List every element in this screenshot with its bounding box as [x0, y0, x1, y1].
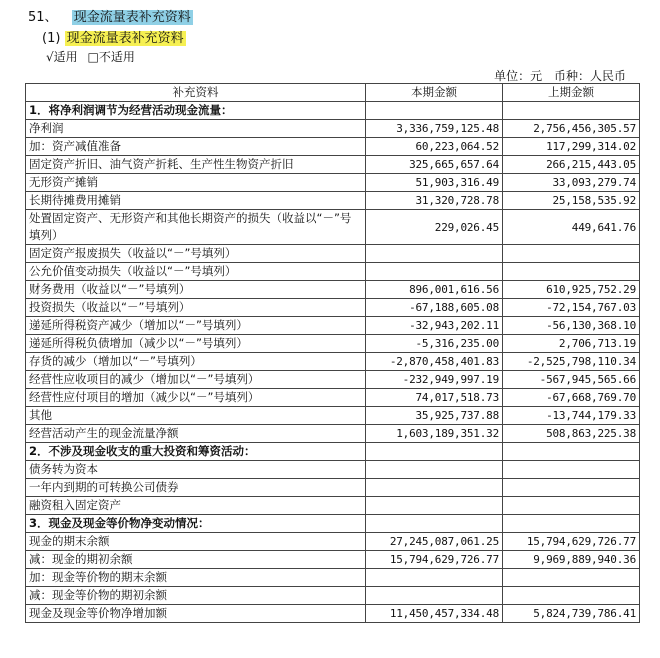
current-amount: 31,320,728.78	[366, 192, 503, 210]
section-row	[26, 102, 640, 120]
previous-amount: 2,706,713.19	[503, 335, 640, 353]
row-label: 2．不涉及现金收支的重大投资和筹资活动：	[26, 443, 366, 461]
table-row	[26, 317, 640, 335]
current-amount: 325,665,657.64	[366, 156, 503, 174]
previous-amount	[503, 497, 640, 515]
previous-amount: 508,863,225.38	[503, 425, 640, 443]
row-label: 经营活动产生的现金流量净额	[26, 425, 366, 443]
table-row	[26, 174, 640, 192]
previous-amount: -13,744,179.33	[503, 407, 640, 425]
previous-amount: 117,299,314.02	[503, 138, 640, 156]
row-label: 减：现金等价物的期初余额	[26, 587, 366, 605]
table-row	[26, 605, 640, 623]
unit-line	[486, 67, 626, 84]
table-row	[26, 263, 640, 281]
table-row	[26, 371, 640, 389]
table-row	[26, 497, 640, 515]
unit-label: 单位：元	[494, 69, 543, 83]
current-amount: 3,336,759,125.48	[366, 120, 503, 138]
section-number: 51、	[28, 10, 58, 25]
current-amount: 74,017,518.73	[366, 389, 503, 407]
previous-amount: 266,215,443.05	[503, 156, 640, 174]
previous-amount: 610,925,752.29	[503, 281, 640, 299]
current-amount: 51,903,316.49	[366, 174, 503, 192]
header-current: 本期金额	[366, 84, 503, 102]
previous-amount: 15,794,629,726.77	[503, 533, 640, 551]
previous-amount: -72,154,767.03	[503, 299, 640, 317]
row-label: 递延所得税负债增加（减少以“－”号填列）	[26, 335, 366, 353]
section-row	[26, 443, 640, 461]
previous-amount: 25,158,535.92	[503, 192, 640, 210]
previous-amount: 33,093,279.74	[503, 174, 640, 192]
row-label: 公允价值变动损失（收益以“－”号填列）	[26, 263, 366, 281]
previous-amount: 2,756,456,305.57	[503, 120, 640, 138]
currency-label: 币种：人民币	[553, 69, 626, 83]
previous-amount	[503, 479, 640, 497]
table-row	[26, 479, 640, 497]
row-label: 经营性应付项目的增加（减少以“－”号填列）	[26, 389, 366, 407]
previous-amount: 5,824,739,786.41	[503, 605, 640, 623]
previous-amount	[503, 443, 640, 461]
current-amount	[366, 461, 503, 479]
table-row	[26, 245, 640, 263]
row-label: 加：资产减值准备	[26, 138, 366, 156]
row-label: 存货的减少（增加以“－”号填列）	[26, 353, 366, 371]
table-row	[26, 299, 640, 317]
previous-amount	[503, 102, 640, 120]
table-row	[26, 192, 640, 210]
current-amount	[366, 569, 503, 587]
table-row	[26, 407, 640, 425]
previous-amount	[503, 587, 640, 605]
previous-amount: -567,945,565.66	[503, 371, 640, 389]
current-amount: -5,316,235.00	[366, 335, 503, 353]
row-label: 现金及现金等价物净增加额	[26, 605, 366, 623]
not-applicable-option: □不适用	[87, 50, 135, 64]
table-row	[26, 156, 640, 174]
current-amount	[366, 587, 503, 605]
applicable-option: √适用	[46, 50, 78, 64]
subsection-number: (1)	[42, 31, 61, 46]
row-label: 减：现金的期初余额	[26, 551, 366, 569]
row-label: 投资损失（收益以“－”号填列）	[26, 299, 366, 317]
table-row	[26, 533, 640, 551]
row-label: 债务转为资本	[26, 461, 366, 479]
current-amount	[366, 479, 503, 497]
applicability-options	[46, 48, 141, 65]
current-amount	[366, 443, 503, 461]
current-amount: -67,188,605.08	[366, 299, 503, 317]
row-label: 固定资产报废损失（收益以“－”号填列）	[26, 245, 366, 263]
previous-amount: -2,525,798,110.34	[503, 353, 640, 371]
row-label: 处置固定资产、无形资产和其他长期资产的损失（收益以“－”号填列）	[26, 210, 366, 245]
previous-amount: -67,668,769.70	[503, 389, 640, 407]
previous-amount: -56,130,368.10	[503, 317, 640, 335]
table-row	[26, 425, 640, 443]
current-amount: 15,794,629,726.77	[366, 551, 503, 569]
table-row	[26, 335, 640, 353]
table-row	[26, 389, 640, 407]
current-amount: 11,450,457,334.48	[366, 605, 503, 623]
row-label: 一年内到期的可转换公司债券	[26, 479, 366, 497]
row-label: 财务费用（收益以“－”号填列）	[26, 281, 366, 299]
previous-amount	[503, 245, 640, 263]
row-label: 递延所得税资产减少（增加以“－”号填列）	[26, 317, 366, 335]
current-amount: 60,223,064.52	[366, 138, 503, 156]
previous-amount: 9,969,889,940.36	[503, 551, 640, 569]
cash-flow-supplement-table	[25, 83, 640, 623]
row-label: 净利润	[26, 120, 366, 138]
table-row	[26, 281, 640, 299]
table-row	[26, 353, 640, 371]
row-label: 经营性应收项目的减少（增加以“－”号填列）	[26, 371, 366, 389]
table-row	[26, 120, 640, 138]
current-amount: 27,245,087,061.25	[366, 533, 503, 551]
table-row	[26, 587, 640, 605]
row-label: 加：现金等价物的期末余额	[26, 569, 366, 587]
table-body	[26, 102, 640, 623]
table-header-row	[26, 84, 640, 102]
previous-amount: 449,641.76	[503, 210, 640, 245]
row-label: 固定资产折旧、油气资产折耗、生产性生物资产折旧	[26, 156, 366, 174]
current-amount	[366, 497, 503, 515]
current-amount	[366, 263, 503, 281]
current-amount: 1,603,189,351.32	[366, 425, 503, 443]
row-label: 1．将净利润调节为经营活动现金流量：	[26, 102, 366, 120]
row-label: 长期待摊费用摊销	[26, 192, 366, 210]
current-amount: -2,870,458,401.83	[366, 353, 503, 371]
section-heading	[28, 6, 193, 25]
subsection-title: 现金流量表补充资料	[66, 31, 184, 46]
table-row	[26, 210, 640, 245]
table-row	[26, 461, 640, 479]
section-row	[26, 515, 640, 533]
row-label: 现金的期末余额	[26, 533, 366, 551]
header-item: 补充资料	[26, 84, 366, 102]
current-amount: 229,026.45	[366, 210, 503, 245]
current-amount: 896,001,616.56	[366, 281, 503, 299]
table-row	[26, 138, 640, 156]
current-amount	[366, 515, 503, 533]
subsection-heading	[42, 27, 186, 46]
row-label: 融资租入固定资产	[26, 497, 366, 515]
current-amount: 35,925,737.88	[366, 407, 503, 425]
row-label: 3．现金及现金等价物净变动情况：	[26, 515, 366, 533]
row-label: 其他	[26, 407, 366, 425]
current-amount	[366, 102, 503, 120]
row-label: 无形资产摊销	[26, 174, 366, 192]
header-previous: 上期金额	[503, 84, 640, 102]
previous-amount	[503, 569, 640, 587]
current-amount: -32,943,202.11	[366, 317, 503, 335]
table-row	[26, 551, 640, 569]
current-amount: -232,949,997.19	[366, 371, 503, 389]
previous-amount	[503, 263, 640, 281]
previous-amount	[503, 515, 640, 533]
table-row	[26, 569, 640, 587]
section-title: 现金流量表补充资料	[73, 10, 191, 25]
previous-amount	[503, 461, 640, 479]
current-amount	[366, 245, 503, 263]
